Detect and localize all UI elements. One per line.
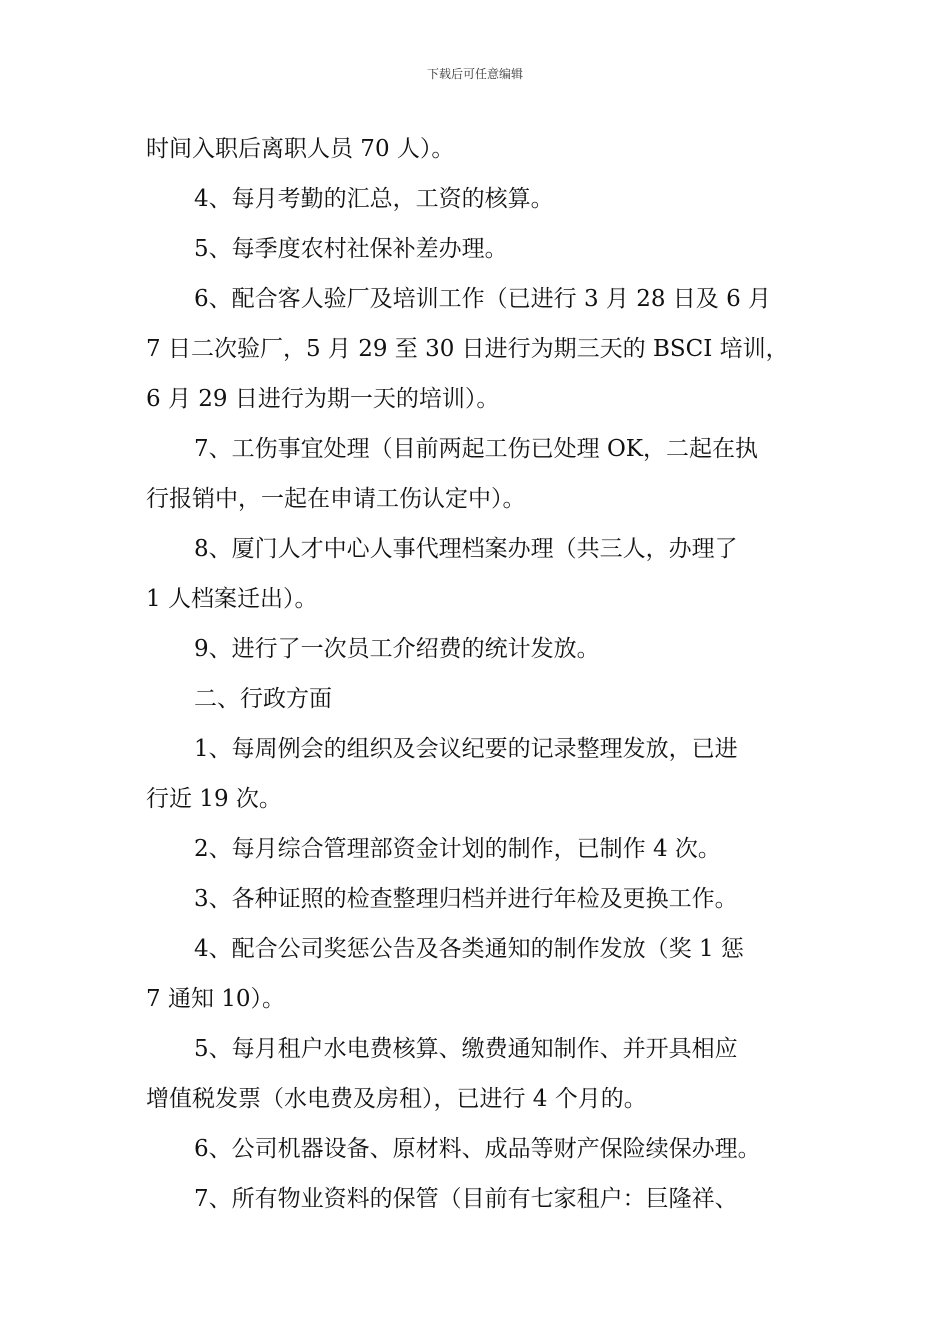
text-line: 7 通知 10）。 bbox=[146, 986, 286, 1012]
text-line: 时间入职后离职人员 70 人）。 bbox=[146, 136, 455, 162]
text-line: 1、每周例会的组织及会议纪要的记录整理发放，已进 bbox=[194, 736, 738, 762]
section-heading: 二、行政方面 bbox=[194, 686, 332, 712]
text-line: 6、配合客人验厂及培训工作（已进行 3 月 28 日及 6 月 bbox=[194, 286, 772, 312]
text-line: 8、厦门人才中心人事代理档案办理（共三人，办理了 bbox=[194, 536, 738, 562]
text-line: 行近 19 次。 bbox=[146, 786, 282, 812]
text-line: 增值税发票（水电费及房租），已进行 4 个月的。 bbox=[146, 1086, 647, 1112]
document-body bbox=[146, 124, 810, 1224]
text-line: 4、配合公司奖惩公告及各类通知的制作发放（奖 1 惩 bbox=[194, 936, 744, 962]
text-line: 1 人档案迁出）。 bbox=[146, 586, 318, 612]
text-line: 5、每季度农村社保补差办理。 bbox=[194, 236, 508, 262]
text-line: 行报销中，一起在申请工伤认定中）。 bbox=[146, 486, 526, 512]
text-line: 7、所有物业资料的保管（目前有七家租户：巨隆祥、 bbox=[194, 1186, 738, 1212]
text-line: 3、各种证照的检查整理归档并进行年检及更换工作。 bbox=[194, 886, 738, 912]
page-header-note: 下载后可任意编辑 bbox=[426, 67, 523, 81]
text-line: 5、每月租户水电费核算、缴费通知制作、并开具相应 bbox=[194, 1036, 738, 1062]
text-line: 7 日二次验厂，5 月 29 至 30 日进行为期三天的 BSCI 培训， bbox=[146, 336, 789, 362]
text-line: 6 月 29 日进行为期一天的培训）。 bbox=[146, 386, 500, 412]
text-line: 9、进行了一次员工介绍费的统计发放。 bbox=[194, 636, 600, 662]
text-line: 7、工伤事宜处理（目前两起工伤已处理 OK，二起在执 bbox=[194, 436, 758, 462]
text-line: 4、每月考勤的汇总，工资的核算。 bbox=[194, 186, 554, 212]
text-line: 6、公司机器设备、原材料、成品等财产保险续保办理。 bbox=[194, 1136, 761, 1162]
text-line: 2、每月综合管理部资金计划的制作，已制作 4 次。 bbox=[194, 836, 721, 862]
